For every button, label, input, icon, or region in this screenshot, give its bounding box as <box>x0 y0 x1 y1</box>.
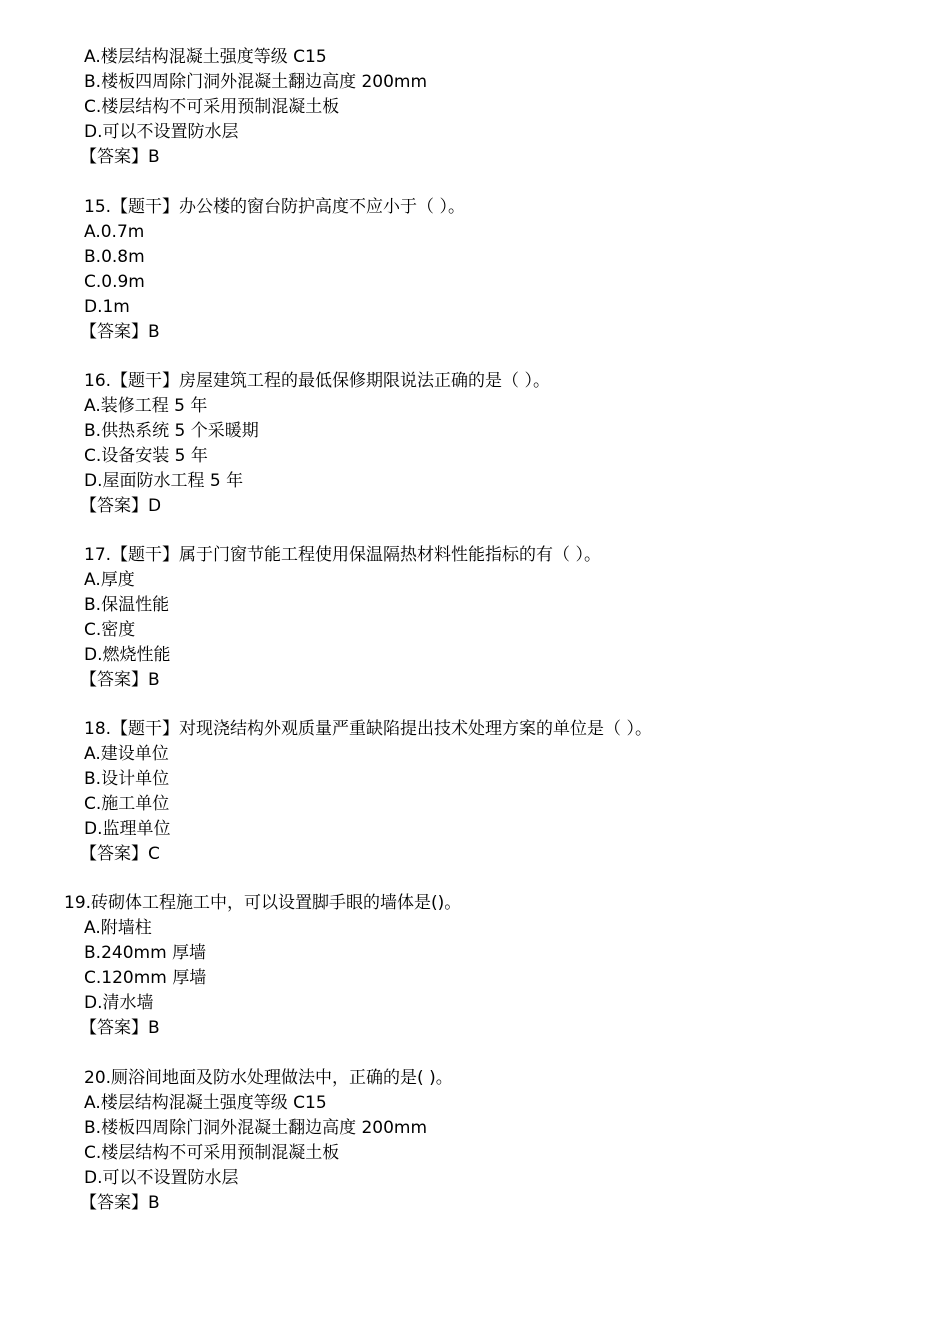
option-text: A.厚度 <box>84 570 135 590</box>
question-stem: 18.【题干】对现浇结构外观质量严重缺陷提出技术处理方案的单位是（ ）。 <box>84 719 652 739</box>
answer-text: 【答案】B <box>80 147 160 167</box>
answer-text: 【答案】B <box>80 1193 160 1213</box>
option-text: D.清水墙 <box>84 993 154 1013</box>
option-text: B.240mm 厚墙 <box>84 943 207 963</box>
question-stem: 19.砖砌体工程施工中，可以设置脚手眼的墙体是()。 <box>64 893 462 913</box>
option-text: A.装修工程 5 年 <box>84 396 208 416</box>
option-text: A.0.7m <box>84 222 145 242</box>
option-text: D.屋面防水工程 5 年 <box>84 471 244 491</box>
question-stem: 20.厕浴间地面及防水处理做法中，正确的是( )。 <box>84 1068 453 1088</box>
option-text: D.燃烧性能 <box>84 645 171 665</box>
question-stem: 16.【题干】房屋建筑工程的最低保修期限说法正确的是（ ）。 <box>84 371 550 391</box>
option-text: C.施工单位 <box>84 794 170 814</box>
option-text: B.供热系统 5 个采暖期 <box>84 421 259 441</box>
option-text: B.楼板四周除门洞外混凝土翻边高度 200mm <box>84 1118 428 1138</box>
answer-text: 【答案】B <box>80 322 160 342</box>
option-text: C.0.9m <box>84 272 145 292</box>
option-text: C.密度 <box>84 620 136 640</box>
option-text: C.设备安装 5 年 <box>84 446 208 466</box>
option-text: A.楼层结构混凝土强度等级 C15 <box>84 47 327 67</box>
option-text: A.建设单位 <box>84 744 169 764</box>
option-text: C.120mm 厚墙 <box>84 968 207 988</box>
option-text: D.监理单位 <box>84 819 171 839</box>
option-text: C.楼层结构不可采用预制混凝土板 <box>84 97 340 117</box>
option-text: D.可以不设置防水层 <box>84 1168 239 1188</box>
option-text: B.保温性能 <box>84 595 170 615</box>
option-text: C.楼层结构不可采用预制混凝土板 <box>84 1143 340 1163</box>
question-stem: 17.【题干】属于门窗节能工程使用保温隔热材料性能指标的有（ ）。 <box>84 545 601 565</box>
answer-text: 【答案】B <box>80 670 160 690</box>
option-text: A.附墙柱 <box>84 918 152 938</box>
option-text: A.楼层结构混凝土强度等级 C15 <box>84 1093 327 1113</box>
answer-text: 【答案】B <box>80 1018 160 1038</box>
option-text: B.设计单位 <box>84 769 170 789</box>
answer-text: 【答案】D <box>80 496 162 516</box>
option-text: D.可以不设置防水层 <box>84 122 239 142</box>
answer-text: 【答案】C <box>80 844 160 864</box>
option-text: D.1m <box>84 297 130 317</box>
option-text: B.0.8m <box>84 247 145 267</box>
option-text: B.楼板四周除门洞外混凝土翻边高度 200mm <box>84 72 428 92</box>
question-stem: 15.【题干】办公楼的窗台防护高度不应小于（ ）。 <box>84 197 465 217</box>
